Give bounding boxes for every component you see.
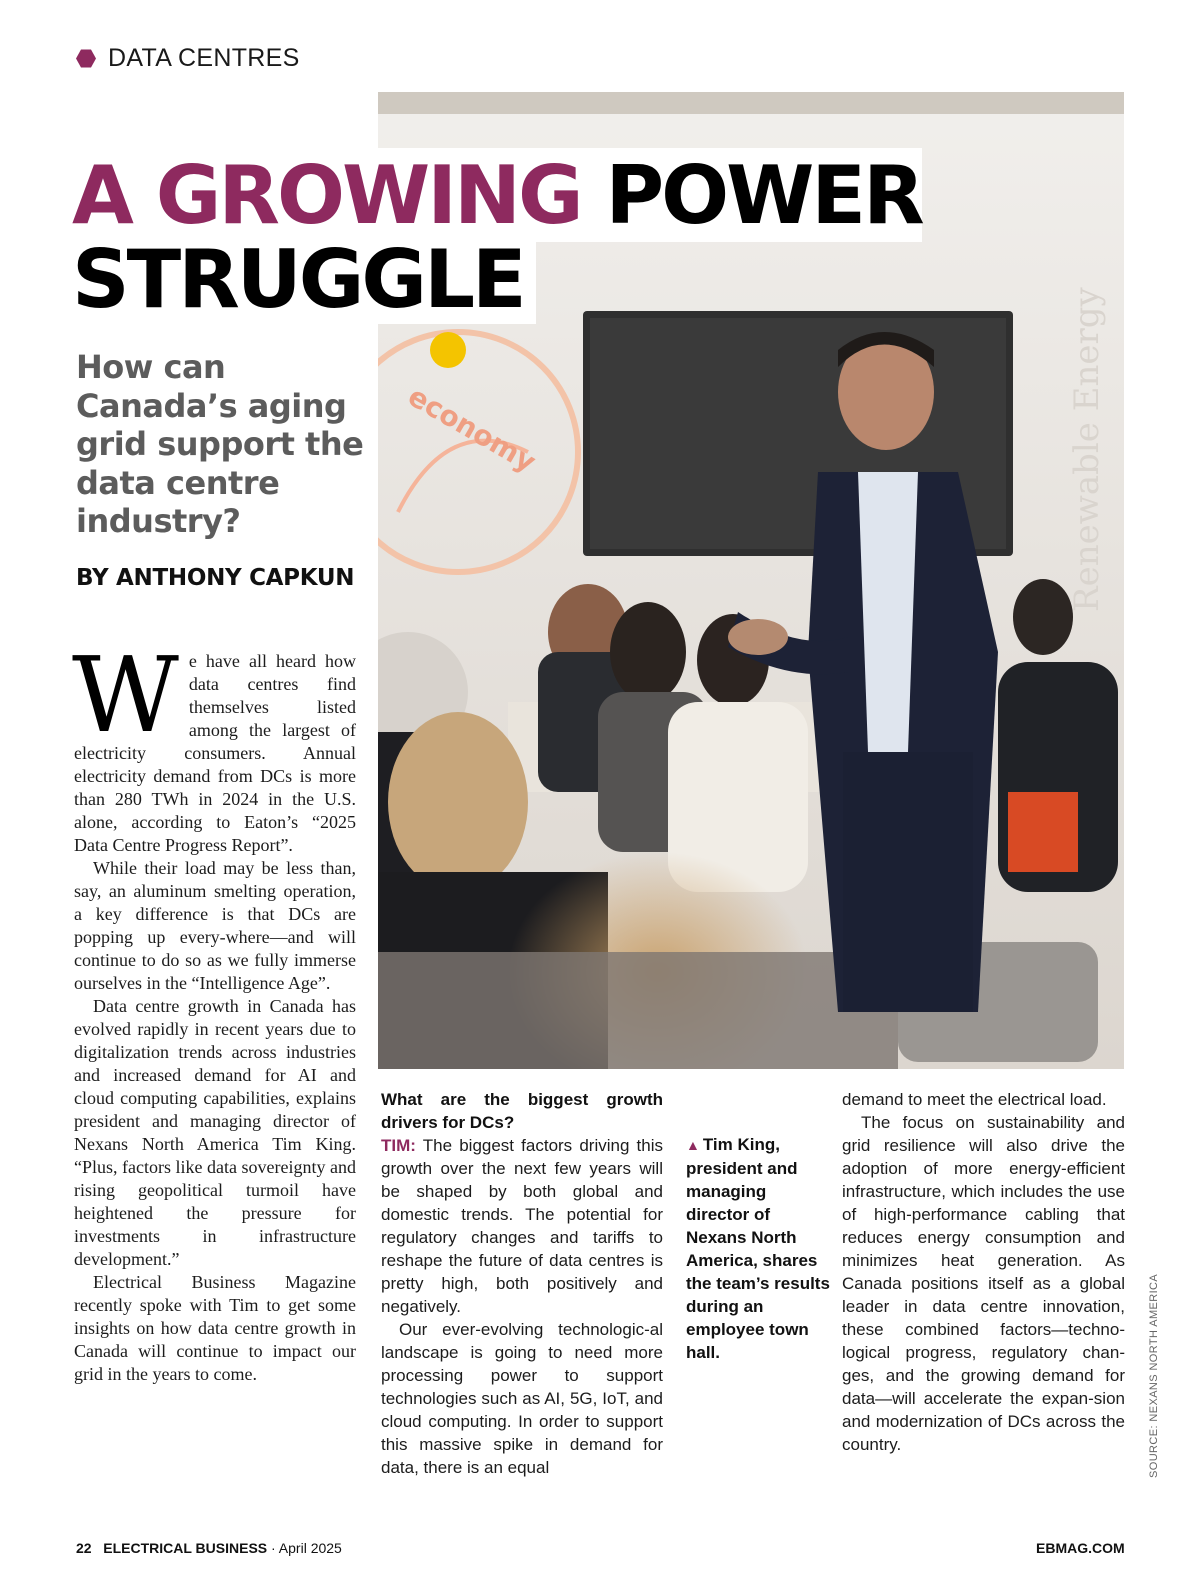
section-label-text: DATA CENTRES bbox=[108, 44, 300, 72]
byline: BY ANTHONY CAPKUN bbox=[76, 565, 355, 591]
footer-folio bbox=[76, 1540, 342, 1556]
body-paragraph: While their load may be less than, say, an aluminum smelting operation, a key difference is that DCs are popping up every-where—and will continue to do so as we fully immerse ourselves in the “Intelligence Age”. bbox=[74, 858, 356, 993]
section-label bbox=[76, 44, 300, 73]
headline-line-1 bbox=[72, 149, 922, 242]
wall-text: Renewable Energy bbox=[1067, 287, 1107, 612]
paragraph-text: e have all heard how data centres find themselves listed among the largest of electricity consumers. Annual electricity demand from DCs is more than 280 TWh in 2024 in the U.S. alone, according to Eaton’s “2025 Data Centre Progress Report”. bbox=[74, 651, 356, 855]
hexagon-icon bbox=[76, 49, 96, 69]
body-column-1 bbox=[72, 634, 356, 1386]
website-link[interactable]: EBMAG.COM bbox=[1036, 1540, 1125, 1556]
interview-question: What are the biggest growth drivers for DCs? bbox=[381, 1090, 663, 1132]
body-column-3 bbox=[842, 1088, 1125, 1456]
page-number: 22 bbox=[76, 1540, 92, 1556]
body-paragraph: Data centre growth in Canada has evolved rapidly in recent years due to digitalization trends across industries and increased demand for AI and cloud computing capabilities, explains president and managing director of Nexans North America Tim King. “Plus, factors like data sovereignty and rising geopolitical turmoil have heightened the pressure for investments in infrastructure development.” bbox=[74, 996, 356, 1269]
photo-credit: SOURCE: NEXANS NORTH AMERICA bbox=[1148, 1273, 1160, 1478]
interview-answer: The focus on sustainability and grid resilience will also drive the adoption of more energy-efficient infrastructure, which includes the use of high-performance cabling that reduces energy consumption and minimizes heat generation. As Canada positions itself as a global leader in data centre innovation, these combined factors—techno-logical progress, regulatory chan-ges, and the growing demand for data—will accelerate the expan-sion and modernization of DCs across the country. bbox=[842, 1113, 1125, 1454]
headline-accent: A GROWING bbox=[72, 149, 581, 242]
answer-text: The biggest factors driving this growth over the next few years will be shaped by both global and domestic trends. The potential for regulatory changes and tariffs to reshape the future of data centres is pretty high, both positively and negatively. bbox=[381, 1136, 663, 1316]
triangle-up-icon: ▲ bbox=[686, 1137, 700, 1153]
body-paragraph: Electrical Business Magazine recently spoke with Tim to get some insights on how data centre growth in Canada will continue to impact our grid in the years to come. bbox=[74, 1272, 356, 1384]
headline-line-2: STRUGGLE bbox=[72, 233, 524, 326]
caption-text: Tim King, president and managing director of Nexans North America, shares the team’s results during an employee town hall. bbox=[686, 1135, 830, 1362]
interview-answer: Our ever-evolving technologic-al landscape is going to need more processing power to support technologies such as AI, 5G, IoT, and cloud computing. In order to support this massive spike in demand for data, there is an equal bbox=[381, 1320, 663, 1477]
photo-caption bbox=[686, 1133, 834, 1364]
magazine-name: ELECTRICAL BUSINESS bbox=[103, 1540, 268, 1556]
deck: How can Canada’s aging grid support the data centre industry? bbox=[76, 348, 364, 540]
drop-cap: W bbox=[72, 634, 179, 756]
interview-answer: demand to meet the electrical load. bbox=[842, 1090, 1107, 1109]
issue-date: · April 2025 bbox=[271, 1540, 342, 1556]
interview-answer bbox=[381, 1134, 663, 1318]
body-column-2 bbox=[381, 1088, 663, 1479]
headline-rest: POWER bbox=[605, 149, 922, 242]
speaker-label: TIM: bbox=[381, 1136, 416, 1155]
body-paragraph bbox=[72, 634, 356, 857]
mural-text: economy bbox=[402, 379, 542, 479]
